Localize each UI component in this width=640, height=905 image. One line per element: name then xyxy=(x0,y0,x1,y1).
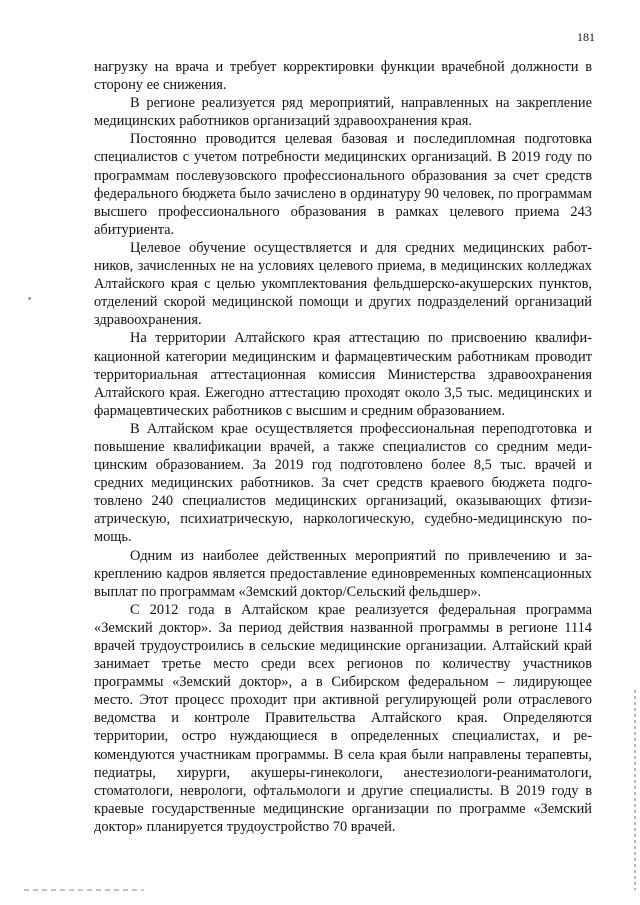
paragraph-retraining: В Алтайском крае осуществляется профессиональная переподготовка и повышение квалификации врачей, а также специалистов со средним медицинским образованием. За 2019 год подготовлено более 8,5 тыс. врачей и средних медицинских работников. За счет средств краевого бюджета подготовлено 240 специалистов медицинских организаций, оказывающих фтизиатрическую, психиатрическую, наркологическую, судебно-медицинскую помощь. xyxy=(94,420,592,546)
paragraph-attestation: На территории Алтайского края аттестацию по присвоению квалификационной категории медицинским и фармацевтическим работникам проводит территориальная аттестационная комиссия Министерства здравоохранения Алтайского края. Ежегодно аттестацию проходят около 3,5 тыс. медицинских и фармацевтических работников с высшим и средним образованием. xyxy=(94,330,592,419)
paragraph-targeted-training: Постоянно проводится целевая базовая и последипломная подготовка специалистов с учетом потребности медицинских организаций. В 2019 году по программам послевузовского профессионального образования за счет средств федерального бюджета было зачислено в ординатуру 90 человек, по программам высшего профессионального образования в рамках целевого приема 243 абитуриента. xyxy=(94,131,592,238)
paragraph-mid-level-training: Целевое обучение осуществляется и для средних медицинских работников, зачисленных не на условиях целевого приема, в медицинских колледжах Алтайского края с целью укомплектования фельдшерско-акушерских пунктов, отделений скорой медицинской помощи и других подразделений организаций здравоохранения. xyxy=(94,239,592,329)
scan-artifact-footer xyxy=(24,889,144,891)
scan-artifact-edge xyxy=(634,690,636,890)
paragraph-zemsky-doctor: С 2012 года в Алтайском крае реализуется федеральная программа «Земский доктор». За период действия названной программы в регионе 1114 врачей трудоустроились в сельские медицинские организации. Алтайский край занимает третье место среди всех регионов по количеству участников программы «Земский доктор», а в Сибирском федеральном – лидирующее место. Этот процесс проходит при активной регулирующей роли отраслевого ведомства и контроле Правительства Алтайского края. Определяются территории, остро нуждающиеся в определенных специалистах, и рекомендуются участникам программы. В села края были направлены терапевты, педиатры, хирурги, акушеры-гинекологи, анестезиологи-реаниматологи, стоматологи, неврологи, офтальмологи и другие специалисты. В 2019 году в краевые государственные медицинские организации по программе «Земский доктор» планируется трудоустройство 70 врачей. xyxy=(94,601,592,835)
body-text xyxy=(94,58,592,836)
page-number: 181 xyxy=(577,30,595,44)
paragraph-retention-measures: В регионе реализуется ряд мероприятий, направленных на закрепление медицинских работников организаций здравоохранения края. xyxy=(94,95,592,130)
paragraph-compensation-payments: Одним из наиболее действенных мероприятий по привлечению и закреплению кадров является предоставление единовременных компенсационных выплат по программам «Земский доктор/Сельский фельдшер». xyxy=(94,547,592,600)
paragraph-continuation: нагрузку на врача и требует корректировки функции врачебной должности в сторону ее снижения. xyxy=(94,59,592,94)
scan-artifact-dot xyxy=(28,297,31,300)
